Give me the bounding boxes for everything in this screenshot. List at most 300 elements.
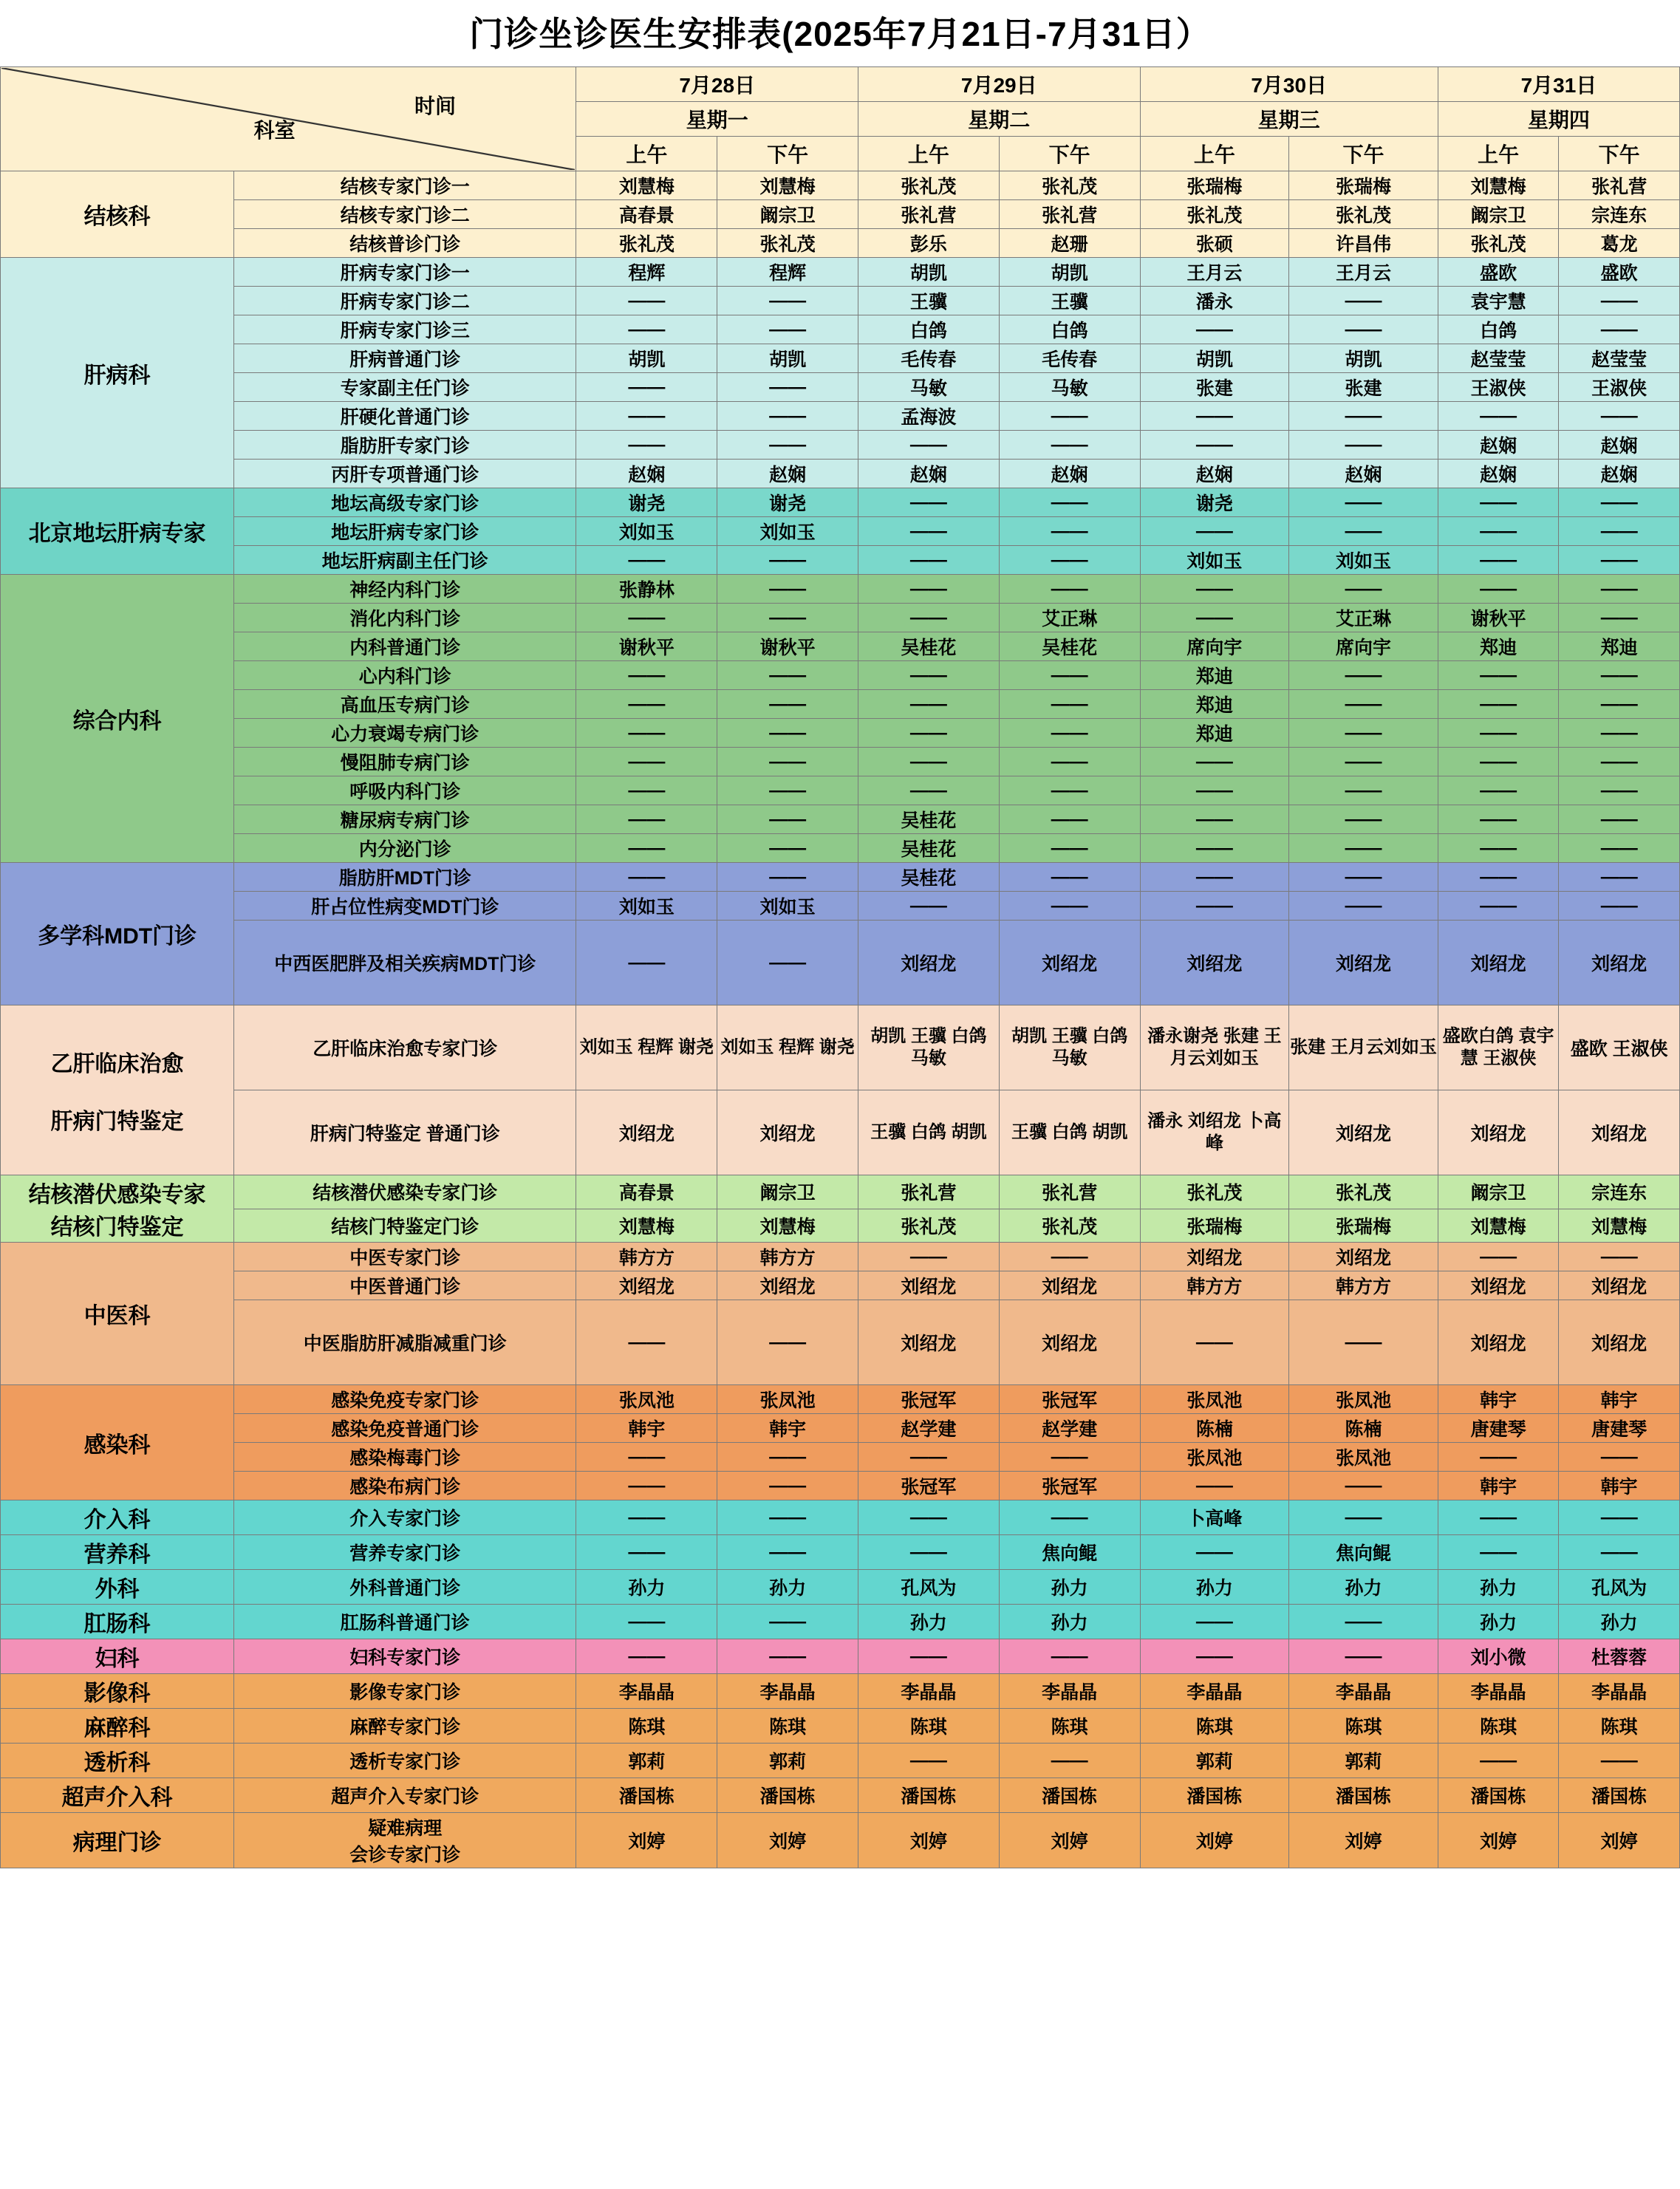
doctor-cell: 吴桂花 (858, 805, 999, 834)
doctor-cell: 郑迪 (1140, 719, 1289, 748)
clinic-name-cell: 中医专家门诊 (234, 1243, 576, 1271)
doctor-cell: 张礼营 (1559, 171, 1680, 200)
doctor-cell: 宗连东 (1559, 1175, 1680, 1209)
table-row (1, 1500, 1680, 1535)
doctor-cell: 孙力 (1438, 1605, 1559, 1639)
doctor-cell: —— (999, 546, 1140, 575)
doctor-cell: 孙力 (717, 1570, 858, 1605)
doctor-cell: 刘婷 (1438, 1813, 1559, 1868)
doctor-cell: 刘婷 (717, 1813, 858, 1868)
doctor-cell: —— (858, 1500, 999, 1535)
doctor-cell: —— (576, 546, 717, 575)
doctor-cell: 张礼茂 (858, 1209, 999, 1243)
doctor-cell: 赵娴 (1559, 431, 1680, 460)
doctor-cell: —— (576, 921, 717, 1005)
doctor-cell: 高春景 (576, 200, 717, 229)
doctor-cell: —— (1140, 315, 1289, 344)
doctor-cell: 张瑞梅 (1140, 171, 1289, 200)
period-header: 下午 (1559, 137, 1680, 171)
clinic-name-cell: 透析专家门诊 (234, 1744, 576, 1778)
table-row (1, 1535, 1680, 1570)
doctor-cell: 刘婷 (576, 1813, 717, 1868)
doctor-cell: 孔风为 (1559, 1570, 1680, 1605)
dept-spacer (1, 1078, 233, 1103)
doctor-cell: —— (858, 661, 999, 690)
doctor-cell: 张瑞梅 (1289, 171, 1438, 200)
doctor-cell: —— (999, 892, 1140, 921)
doctor-cell: 刘如玉 (1289, 546, 1438, 575)
doctor-cell: 孙力 (1289, 1570, 1438, 1605)
clinic-name-cell: 消化内科门诊 (234, 604, 576, 632)
doctor-cell: —— (1289, 892, 1438, 921)
doctor-cell: —— (999, 805, 1140, 834)
table-row (1, 431, 1680, 460)
doctor-cell: 胡凯 王骥 白鸽 马敏 (858, 1005, 999, 1090)
table-row (1, 575, 1680, 604)
doctor-cell: —— (1140, 1300, 1289, 1385)
doctor-cell: 卜高峰 (1140, 1500, 1289, 1535)
doctor-cell: 陈琪 (1140, 1709, 1289, 1744)
doctor-cell: —— (1559, 1535, 1680, 1570)
doctor-cell: 刘绍龙 (1438, 1300, 1559, 1385)
doctor-cell: —— (576, 1500, 717, 1535)
doctor-cell: —— (576, 1472, 717, 1500)
doctor-cell: —— (858, 575, 999, 604)
doctor-cell: —— (717, 921, 858, 1005)
doctor-cell: 艾正琳 (1289, 604, 1438, 632)
doctor-cell: 孙力 (576, 1570, 717, 1605)
doctor-cell: 毛传春 (858, 344, 999, 373)
period-header: 上午 (1140, 137, 1289, 171)
doctor-cell: 陈楠 (1140, 1414, 1289, 1443)
doctor-cell: 吴桂花 (858, 863, 999, 892)
doctor-cell: 刘绍龙 (576, 1271, 717, 1300)
doctor-cell: 韩方方 (1140, 1271, 1289, 1300)
doctor-cell: —— (576, 1605, 717, 1639)
doctor-cell: —— (717, 834, 858, 863)
table-row (1, 1709, 1680, 1744)
doctor-cell: —— (576, 776, 717, 805)
doctor-cell: —— (1140, 892, 1289, 921)
doctor-cell: 陈琪 (999, 1709, 1140, 1744)
doctor-cell: —— (1438, 1243, 1559, 1271)
table-row (1, 1271, 1680, 1300)
doctor-cell: —— (858, 488, 999, 517)
doctor-cell: 刘慧梅 (1438, 171, 1559, 200)
doctor-cell: —— (1289, 805, 1438, 834)
doctor-cell: —— (1289, 575, 1438, 604)
doctor-cell: —— (999, 748, 1140, 776)
table-row (1, 1813, 1680, 1868)
doctor-cell: —— (1559, 661, 1680, 690)
doctor-cell: 刘绍龙 (999, 921, 1140, 1005)
doctor-cell: —— (858, 776, 999, 805)
table-row (1, 1744, 1680, 1778)
doctor-cell: 焦向鲲 (1289, 1535, 1438, 1570)
table-row (1, 373, 1680, 402)
doctor-cell: —— (576, 1443, 717, 1472)
clinic-name-cell: 地坛肝病副主任门诊 (234, 546, 576, 575)
doctor-cell: 郭莉 (717, 1744, 858, 1778)
doctor-cell: 张礼茂 (1140, 1175, 1289, 1209)
doctor-cell: —— (1438, 488, 1559, 517)
doctor-cell: —— (1140, 1472, 1289, 1500)
clinic-name-cell: 呼吸内科门诊 (234, 776, 576, 805)
clinic-name-cell: 结核门特鉴定门诊 (234, 1209, 576, 1243)
doctor-cell: —— (1289, 315, 1438, 344)
doctor-cell: —— (717, 748, 858, 776)
doctor-cell: —— (1140, 517, 1289, 546)
doctor-cell: —— (576, 1300, 717, 1385)
doctor-cell: —— (1438, 1744, 1559, 1778)
doctor-cell: 李晶晶 (1438, 1674, 1559, 1709)
doctor-cell: —— (999, 661, 1140, 690)
date-header: 7月29日 (858, 67, 1140, 102)
clinic-name-cell: 肝硬化普通门诊 (234, 402, 576, 431)
doctor-cell: 刘慧梅 (576, 1209, 717, 1243)
doctor-cell: 张礼茂 (999, 1209, 1140, 1243)
doctor-cell: 赵娴 (1140, 460, 1289, 488)
clinic-name-cell: 肝病专家门诊一 (234, 258, 576, 287)
doctor-cell: —— (717, 1639, 858, 1674)
date-header: 7月31日 (1438, 67, 1679, 102)
doctor-cell: 刘慧梅 (717, 1209, 858, 1243)
doctor-cell: 盛欧 (1438, 258, 1559, 287)
doctor-cell: 陈琪 (717, 1709, 858, 1744)
doctor-cell: —— (858, 1535, 999, 1570)
doctor-cell: 李晶晶 (717, 1674, 858, 1709)
clinic-name-cell: 内科普通门诊 (234, 632, 576, 661)
clinic-name-cell: 地坛高级专家门诊 (234, 488, 576, 517)
clinic-name-cell: 中医脂肪肝减脂减重门诊 (234, 1300, 576, 1385)
clinic-name-cell: 感染布病门诊 (234, 1472, 576, 1500)
doctor-cell: —— (576, 373, 717, 402)
doctor-cell: 张瑞梅 (1140, 1209, 1289, 1243)
period-header: 下午 (1289, 137, 1438, 171)
doctor-cell: —— (1289, 517, 1438, 546)
doctor-cell: 赵莹莹 (1559, 344, 1680, 373)
clinic-name-cell: 结核专家门诊二 (234, 200, 576, 229)
doctor-cell: 盛欧白鸽 袁宇慧 王淑侠 (1438, 1005, 1559, 1090)
doctor-cell: —— (1289, 1500, 1438, 1535)
doctor-cell: 韩宇 (717, 1414, 858, 1443)
clinic-name-cell: 介入专家门诊 (234, 1500, 576, 1535)
doctor-cell: —— (1559, 834, 1680, 863)
doctor-cell: 许昌伟 (1289, 229, 1438, 258)
doctor-cell: 潘永 刘绍龙 卜高峰 (1140, 1090, 1289, 1175)
doctor-cell: 刘如玉 (717, 517, 858, 546)
doctor-cell: 孙力 (1140, 1570, 1289, 1605)
department-cell: 北京地坛肝病专家 (1, 488, 234, 575)
clinic-name-cell: 神经内科门诊 (234, 575, 576, 604)
weekday-header: 星期四 (1438, 102, 1679, 137)
doctor-cell: —— (1140, 1639, 1289, 1674)
doctor-cell: 刘绍龙 (1140, 1243, 1289, 1271)
doctor-cell: —— (1438, 805, 1559, 834)
doctor-cell: —— (1559, 575, 1680, 604)
clinic-name-cell: 肛肠科普通门诊 (234, 1605, 576, 1639)
doctor-cell: —— (1140, 575, 1289, 604)
doctor-cell: 胡凯 (858, 258, 999, 287)
doctor-cell: —— (717, 719, 858, 748)
doctor-cell: 宗连东 (1559, 200, 1680, 229)
doctor-cell: —— (717, 373, 858, 402)
doctor-cell: 张凤池 (576, 1385, 717, 1414)
doctor-cell: —— (1438, 1500, 1559, 1535)
doctor-cell: —— (576, 690, 717, 719)
doctor-cell: 赵珊 (999, 229, 1140, 258)
clinic-name-cell: 肝病专家门诊二 (234, 287, 576, 315)
doctor-cell: 白鸽 (1438, 315, 1559, 344)
doctor-cell: —— (1289, 1300, 1438, 1385)
doctor-cell: 刘绍龙 (1559, 1300, 1680, 1385)
doctor-cell: 唐建琴 (1438, 1414, 1559, 1443)
doctor-cell: 张凤池 (1140, 1443, 1289, 1472)
doctor-cell: 胡凯 (999, 258, 1140, 287)
period-header: 上午 (1438, 137, 1559, 171)
doctor-cell: —— (1559, 863, 1680, 892)
date-header: 7月28日 (576, 67, 858, 102)
doctor-cell: —— (576, 1639, 717, 1674)
doctor-cell: —— (858, 1744, 999, 1778)
doctor-cell: —— (1140, 748, 1289, 776)
doctor-cell: 谢尧 (717, 488, 858, 517)
clinic-name-cell: 慢阻肺专病门诊 (234, 748, 576, 776)
doctor-cell: —— (1438, 546, 1559, 575)
clinic-name-cell: 感染梅毒门诊 (234, 1443, 576, 1472)
table-row (1, 719, 1680, 748)
doctor-cell: 张凤池 (717, 1385, 858, 1414)
doctor-cell: 吴桂花 (999, 632, 1140, 661)
doctor-cell: 刘绍龙 (858, 921, 999, 1005)
date-header: 7月30日 (1140, 67, 1438, 102)
doctor-cell: 刘绍龙 (576, 1090, 717, 1175)
department-cell: 介入科 (1, 1500, 234, 1535)
department-cell: 综合内科 (1, 575, 234, 863)
clinic-name-cell: 感染免疫普通门诊 (234, 1414, 576, 1443)
doctor-cell: 王骥 白鸽 胡凯 (999, 1090, 1140, 1175)
doctor-cell: —— (858, 690, 999, 719)
doctor-cell: 刘婷 (1289, 1813, 1438, 1868)
doctor-cell: —— (858, 892, 999, 921)
table-row (1, 863, 1680, 892)
department-cell: 感染科 (1, 1385, 234, 1500)
doctor-cell: —— (576, 604, 717, 632)
doctor-cell: 刘婷 (1559, 1813, 1680, 1868)
doctor-cell: 潘国栋 (1559, 1778, 1680, 1813)
doctor-cell: —— (717, 805, 858, 834)
doctor-cell: —— (1140, 834, 1289, 863)
doctor-cell: —— (858, 546, 999, 575)
doctor-cell: 刘绍龙 (1559, 1090, 1680, 1175)
doctor-cell: —— (717, 1605, 858, 1639)
doctor-cell: 潘国栋 (1289, 1778, 1438, 1813)
doctor-cell: —— (576, 834, 717, 863)
doctor-cell: 阚宗卫 (1438, 1175, 1559, 1209)
doctor-cell: 张礼茂 (1140, 200, 1289, 229)
doctor-cell: —— (1438, 575, 1559, 604)
doctor-cell: —— (858, 517, 999, 546)
department-cell: 肛肠科 (1, 1605, 234, 1639)
doctor-cell: 韩宇 (1559, 1472, 1680, 1500)
doctor-cell: 刘绍龙 (1140, 921, 1289, 1005)
table-row (1, 805, 1680, 834)
doctor-cell: 谢秋平 (717, 632, 858, 661)
table-row (1, 892, 1680, 921)
department-cell: 结核科 (1, 171, 234, 258)
doctor-cell: 白鸽 (999, 315, 1140, 344)
doctor-cell: —— (717, 287, 858, 315)
corner-inner (1, 68, 575, 170)
doctor-cell: —— (1559, 892, 1680, 921)
clinic-name-cell (234, 1813, 576, 1868)
doctor-cell: 刘小微 (1438, 1639, 1559, 1674)
doctor-cell: —— (717, 863, 858, 892)
doctor-cell: 胡凯 (1140, 344, 1289, 373)
doctor-cell: 张硕 (1140, 229, 1289, 258)
doctor-cell: 胡凯 (717, 344, 858, 373)
doctor-cell: —— (1438, 402, 1559, 431)
doctor-cell: —— (1559, 1744, 1680, 1778)
table-row (1, 1472, 1680, 1500)
doctor-cell: 潘永谢尧 张建 王月云刘如玉 (1140, 1005, 1289, 1090)
doctor-cell: 艾正琳 (999, 604, 1140, 632)
doctor-cell: —— (1438, 892, 1559, 921)
table-row (1, 661, 1680, 690)
doctor-cell: —— (576, 402, 717, 431)
clinic-name-cell: 外科普通门诊 (234, 1570, 576, 1605)
doctor-cell: 张礼茂 (858, 171, 999, 200)
doctor-cell: —— (1559, 546, 1680, 575)
doctor-cell: 韩宇 (1438, 1385, 1559, 1414)
doctor-cell: —— (1438, 834, 1559, 863)
doctor-cell: —— (717, 1535, 858, 1570)
doctor-cell: 刘如玉 程辉 谢尧 (717, 1005, 858, 1090)
table-row (1, 546, 1680, 575)
doctor-cell: —— (858, 1243, 999, 1271)
doctor-cell: 王淑侠 (1559, 373, 1680, 402)
page-title: 门诊坐诊医生安排表(2025年7月21日-7月31日） (1, 0, 1680, 67)
doctor-cell: 张建 王月云刘如玉 (1289, 1005, 1438, 1090)
table-row (1, 315, 1680, 344)
clinic-name-cell: 肝病专家门诊三 (234, 315, 576, 344)
doctor-cell: 张礼营 (999, 200, 1140, 229)
table-row (1, 632, 1680, 661)
doctor-cell: —— (1289, 834, 1438, 863)
doctor-cell: 刘绍龙 (1289, 1090, 1438, 1175)
doctor-cell: 张建 (1289, 373, 1438, 402)
clinic-name-cell: 结核普诊门诊 (234, 229, 576, 258)
doctor-cell: —— (999, 431, 1140, 460)
doctor-cell: 胡凯 (1289, 344, 1438, 373)
doctor-cell: —— (999, 834, 1140, 863)
weekday-header: 星期一 (576, 102, 858, 137)
table-row (1, 344, 1680, 373)
doctor-cell: 张礼营 (999, 1175, 1140, 1209)
table-row (1, 460, 1680, 488)
doctor-cell: 葛龙 (1559, 229, 1680, 258)
doctor-cell: 孙力 (999, 1605, 1140, 1639)
doctor-cell: 程辉 (576, 258, 717, 287)
doctor-cell: —— (576, 748, 717, 776)
doctor-cell: 陈琪 (576, 1709, 717, 1744)
doctor-cell: 张礼茂 (1289, 1175, 1438, 1209)
doctor-cell: 陈琪 (1289, 1709, 1438, 1744)
doctor-cell: 赵娴 (1438, 460, 1559, 488)
doctor-cell: 潘国栋 (576, 1778, 717, 1813)
doctor-cell: 郑迪 (1140, 690, 1289, 719)
doctor-cell: 袁宇慧 (1438, 287, 1559, 315)
table-row (1, 1778, 1680, 1813)
doctor-cell: 刘绍龙 (1559, 921, 1680, 1005)
doctor-cell: 张礼茂 (1289, 200, 1438, 229)
doctor-cell: 李晶晶 (1289, 1674, 1438, 1709)
table-row (1, 776, 1680, 805)
clinic-line: 疑难病理 (368, 1818, 443, 1839)
clinic-name-cell: 脂肪肝专家门诊 (234, 431, 576, 460)
table-row (1, 517, 1680, 546)
doctor-cell: —— (1289, 690, 1438, 719)
weekday-header: 星期二 (858, 102, 1140, 137)
doctor-cell: 赵学建 (858, 1414, 999, 1443)
table-corner-header (1, 67, 576, 171)
doctor-cell: 张冠军 (999, 1385, 1140, 1414)
doctor-cell: 席向宇 (1140, 632, 1289, 661)
doctor-cell: —— (999, 1639, 1140, 1674)
doctor-cell: —— (1559, 287, 1680, 315)
clinic-name-cell: 专家副主任门诊 (234, 373, 576, 402)
doctor-cell: 张礼茂 (576, 229, 717, 258)
doctor-cell: 潘国栋 (1438, 1778, 1559, 1813)
doctor-cell: —— (999, 1500, 1140, 1535)
department-cell: 超声介入科 (1, 1778, 234, 1813)
department-cell: 麻醉科 (1, 1709, 234, 1744)
doctor-cell: —— (1559, 1500, 1680, 1535)
table-row (1, 1300, 1680, 1385)
doctor-cell: 杜蓉蓉 (1559, 1639, 1680, 1674)
doctor-cell: —— (999, 719, 1140, 748)
doctor-cell: 赵莹莹 (1438, 344, 1559, 373)
corner-col-label: 时间 (414, 95, 457, 118)
doctor-cell: —— (1438, 690, 1559, 719)
clinic-name-cell: 乙肝临床治愈专家门诊 (234, 1005, 576, 1090)
department-cell: 影像科 (1, 1674, 234, 1709)
doctor-cell: —— (1289, 661, 1438, 690)
doctor-cell: —— (1559, 690, 1680, 719)
doctor-cell: —— (999, 1243, 1140, 1271)
clinic-name-cell: 脂肪肝MDT门诊 (234, 863, 576, 892)
doctor-cell: —— (576, 287, 717, 315)
doctor-cell: 胡凯 (576, 344, 717, 373)
department-cell: 妇科 (1, 1639, 234, 1674)
clinic-name-cell: 心力衰竭专病门诊 (234, 719, 576, 748)
table-row (1, 921, 1680, 1005)
doctor-cell: —— (999, 1744, 1140, 1778)
doctor-cell: 孙力 (999, 1570, 1140, 1605)
doctor-cell: 孙力 (1438, 1570, 1559, 1605)
clinic-name-cell: 中医普通门诊 (234, 1271, 576, 1300)
doctor-cell: —— (1559, 1443, 1680, 1472)
doctor-cell: 张冠军 (858, 1385, 999, 1414)
table-row (1, 1005, 1680, 1090)
table-row (1, 748, 1680, 776)
doctor-cell: 孔风为 (858, 1570, 999, 1605)
table-row (1, 1209, 1680, 1243)
table-row (1, 1674, 1680, 1709)
table-row (1, 258, 1680, 287)
department-cell: 病理门诊 (1, 1813, 234, 1868)
table-row (1, 200, 1680, 229)
